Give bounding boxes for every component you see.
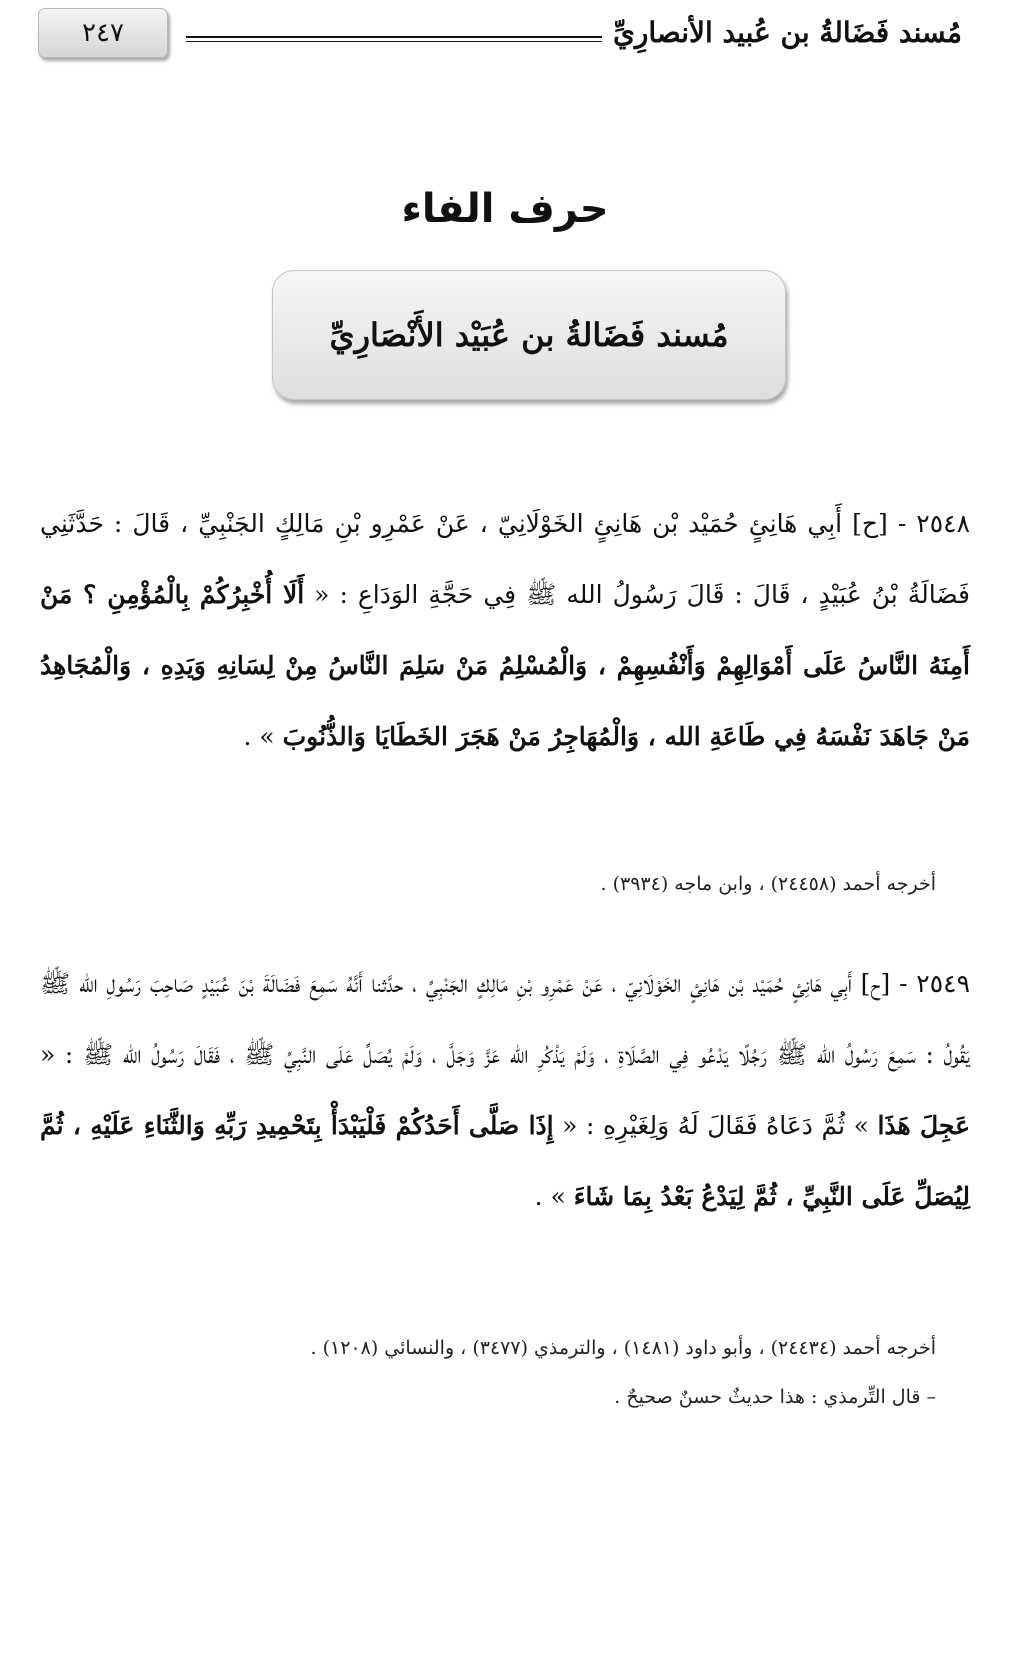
hadith-matn-1: عَجِلَ هَذَا [877,1111,970,1140]
hadith-isnad: [ح] أَبِي هَانِئٍ حُمَيْد بْن هَانِئٍ الخَوْلَانِيّ ، عَنْ عَمْرِو بْنِ مَالِكٍ الجَنْبِيِّ ، حدَّثنا أَنَّهُ سَمِعَ فَضَالَةَ بْنَ عُبَيْدٍ صَاحِبَ رَسُولِ الله ﷺ يَقُولُ : سَمِعَ رَسُولُ الله ﷺ رَجُلًا يَدْعُو فِي الصَّلَاةِ ، وَلَمْ يَذْكُرِ الله عَزَّ وَجَلَّ ، وَلَمْ يُصَلِّ عَلَى النَّبِيِّ ﷺ ، فَقَالَ رَسُولُ الله ﷺ : « [40,969,970,1069]
hadith-2549 [40,948,970,1232]
hadith-matn: أَلَا أُخْبِرُكُمْ بِالْمُؤْمِنِ ؟ مَنْ أَمِنَهُ النَّاسُ عَلَى أَمْوَالِهِمْ وَأَنْفُسِهِمْ ، وَالْمُسْلِمُ مَنْ سَلِمَ النَّاسُ مِنْ لِسَانِهِ وَيَدِهِ ، وَالْمُجَاهِدُ مَنْ جَاهَدَ نَفْسَهُ فِي طَاعَةِ الله ، وَالْمُهَاجِرُ مَنْ هَجَرَ الخَطَايَا وَالذُّنُوبَ [40,580,970,751]
page-number: ٢٤٧ [38,8,168,58]
takhrij-2549: أخرجه أحمد (٢٤٤٣٤) ، وأبو داود (١٤٨١) ، والترمذي (٣٤٧٧) ، والنسائي (١٢٠٨) . [310,1337,936,1359]
takhrij-2548: أخرجه أحمد (٢٤٤٥٨) ، وابن ماجه (٣٩٣٤) . [600,873,936,895]
musnad-heading-box [272,270,786,400]
chapter-title: حرف الفاء [401,186,609,232]
hadith-closing: » . [534,1182,574,1211]
hadith-matn-2: إِذَا صَلَّى أَحَدُكُمْ فَلْيَبْدَأْ بِتَحْمِيدِ رَبِّهِ وَالثَّنَاءِ عَلَيْهِ ، ثُمَّ لِيُصَلِّ عَلَى النَّبِيِّ ، ثُمَّ لِيَدْعُ بَعْدُ بِمَا شَاءَ [40,1111,970,1211]
header-rule [186,36,602,42]
hadith-number: ٢٥٤٩ - [890,969,971,998]
tirmidhi-note: – قال التِّرمذي : هذا حديثٌ حسنٌ صحيحٌ . [614,1386,936,1408]
running-title: مُسند فَضَالةُ بن عُبيد الأنصارِيِّ [612,16,962,49]
running-header [38,8,962,60]
musnad-heading: مُسند فَضَالةُ بن عُبَيْد الأَنْصَارِيِّ [329,316,729,354]
hadith-2548 [40,488,970,772]
hadith-number: ٢٥٤٨ - [887,509,970,538]
hadith-closing: » . [243,722,283,751]
hadith-isnad: [ح] أَبِي هَانِئٍ حُمَيْد بْن هَانِئٍ الخَوْلَانِيّ ، عَنْ عَمْرِو بْنِ مَالِكٍ الجَنْبِيِّ ، قَالَ : حَدَّثَنِي فَضَالَةُ بْنُ عُبَيْدٍ ، قَالَ : قَالَ رَسُولُ الله ﷺ فِي حَجَّةِ الوَدَاعِ : « [40,509,970,609]
hadith-middle: » ثُمَّ دَعَاهُ فَقَالَ لَهُ وَلِغَيْرِهِ : « [553,1111,878,1140]
